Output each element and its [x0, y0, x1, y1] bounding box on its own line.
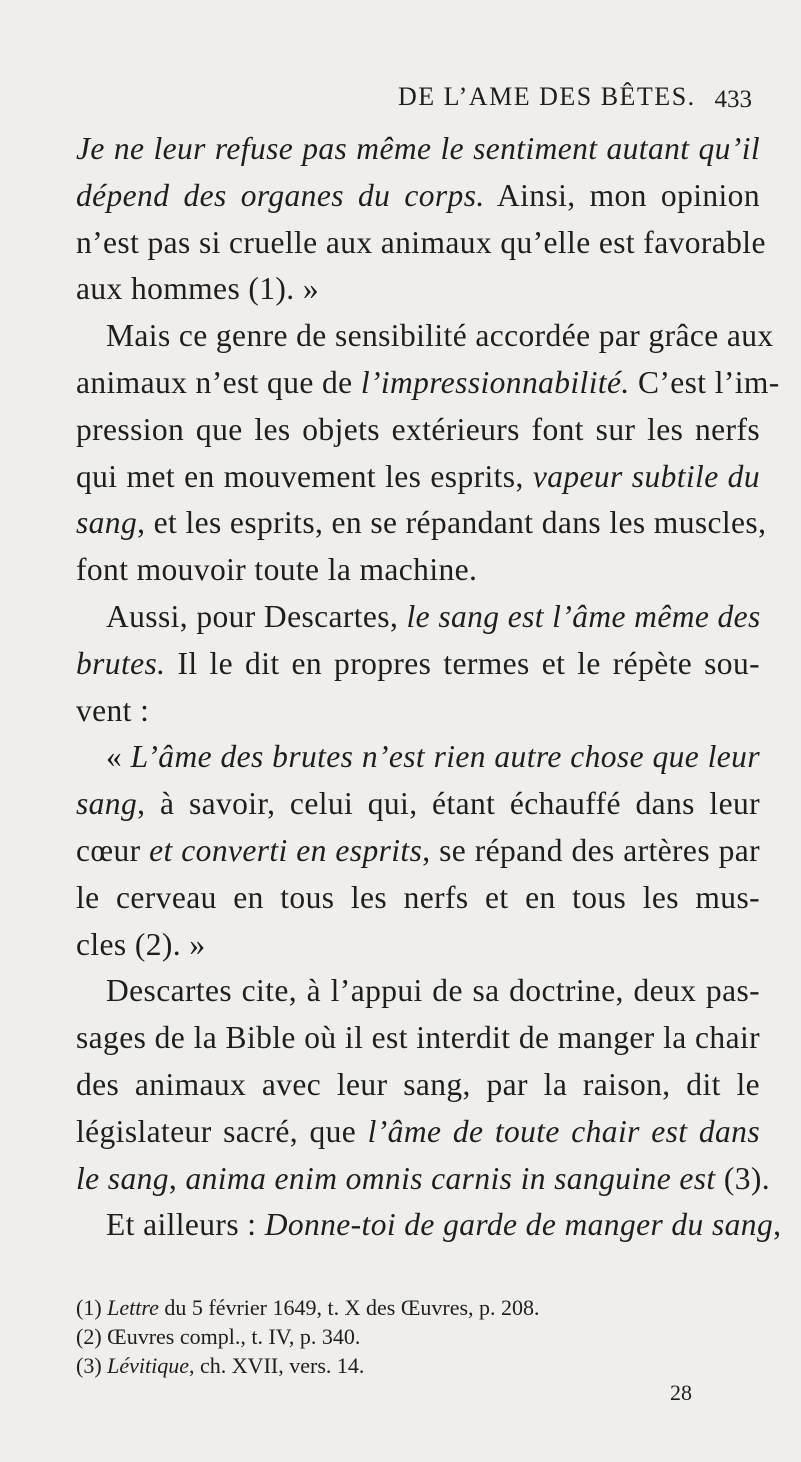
italic-text: sang — [76, 505, 138, 541]
text-segment: , et les esprits, en se répandant dans les muscles, — [137, 505, 767, 541]
text-segment: « — [106, 739, 131, 775]
text-segment: animaux n’est que de — [76, 364, 361, 400]
italic-text: L’âme des brutes n’est rien autre chose que leur — [130, 739, 760, 775]
signature-mark: 28 — [670, 1380, 692, 1405]
text-segment: (3) — [76, 1353, 108, 1378]
text-segment: Et ailleurs : — [106, 1207, 265, 1243]
text-segment: vent : — [76, 692, 150, 728]
italic-text: vapeur subtile du — [532, 458, 760, 494]
italic-text: brutes. — [76, 645, 166, 681]
text-line — [76, 500, 767, 547]
text-line — [76, 828, 760, 875]
text-line — [76, 173, 760, 220]
text-segment: C’est l’im- — [629, 364, 780, 400]
text-segment: Ainsi, mon opinion — [484, 177, 760, 213]
text-segment: cœur — [76, 832, 150, 868]
text-segment: pression que les objets extérieurs font sur les nerfs — [76, 411, 760, 447]
text-segment: , — [773, 1207, 782, 1243]
italic-text: le sang — [76, 1160, 169, 1196]
text-line — [76, 1062, 760, 1109]
text-segment: (3). — [715, 1160, 771, 1196]
text-line — [76, 547, 760, 594]
text-line — [76, 1202, 782, 1249]
text-segment: qui met en mouvement les esprits, — [76, 458, 533, 494]
text-line — [76, 407, 760, 454]
text-segment: des animaux avec leur sang, par la raison, dit le — [76, 1066, 760, 1102]
text-segment: , ch. XVII, vers. 14. — [189, 1353, 365, 1378]
text-line — [76, 875, 760, 922]
text-line — [76, 1156, 771, 1203]
text-segment: n’est pas si cruelle aux animaux qu’elle est favorable — [76, 224, 766, 260]
italic-text: Je ne leur refuse pas même le sentiment autant qu’il — [76, 131, 760, 166]
italic-text: sang — [76, 786, 138, 822]
text-segment: (1) — [76, 1295, 108, 1320]
body-text — [76, 126, 782, 1249]
text-segment: aux hommes (1). » — [76, 271, 320, 307]
text-segment: du 5 février 1649, t. X des Œuvres, p. 208. — [158, 1295, 540, 1320]
text-segment: le cerveau en tous les nerfs et en tous les mus- — [76, 879, 760, 915]
text-segment: , à savoir, celui qui, étant échauffé dans leur — [137, 786, 760, 822]
running-head: DE L’AME DES BÊTES. — [398, 82, 696, 111]
text-segment: législateur sacré, que — [76, 1113, 368, 1149]
text-line — [76, 641, 760, 688]
text-line — [76, 781, 760, 828]
page-number: 433 — [714, 86, 752, 113]
text-line — [76, 594, 760, 641]
text-line — [76, 220, 766, 267]
italic-text: Lévitique — [107, 1353, 190, 1378]
italic-text: dépend des organes du corps. — [76, 177, 485, 213]
text-line — [76, 734, 760, 781]
text-line — [76, 688, 760, 735]
italic-text: anima enim omnis carnis in sanguine est — [185, 1160, 716, 1196]
footnote — [76, 1351, 760, 1380]
text-line — [76, 126, 760, 173]
text-line — [76, 968, 760, 1015]
text-line — [76, 1109, 760, 1156]
italic-text: l’impressionnabilité. — [360, 364, 630, 400]
text-segment: , se répand des artères par — [422, 832, 760, 868]
italic-text: Lettre — [107, 1295, 159, 1320]
text-segment: , — [168, 1160, 186, 1196]
footnotes — [76, 1293, 760, 1380]
text-line — [76, 922, 760, 969]
italic-text: Donne-toi de garde de manger du sang — [264, 1207, 774, 1243]
text-line — [76, 454, 760, 501]
italic-text: l’âme de toute chair est dans — [367, 1113, 760, 1149]
italic-text: le sang est l’âme même des — [406, 598, 761, 634]
text-segment: Il le dit en propres termes et le répète sou- — [165, 645, 760, 681]
text-segment: Aussi, pour Descartes, — [106, 598, 407, 634]
italic-text: et converti en esprits — [149, 832, 423, 868]
text-segment: Mais ce genre de sensibilité accordée par grâce aux — [106, 318, 774, 354]
footnote — [76, 1322, 760, 1351]
text-line — [76, 1015, 760, 1062]
text-segment: cles (2). » — [76, 926, 206, 962]
text-line — [76, 266, 760, 313]
text-line — [76, 313, 774, 360]
text-line — [76, 360, 780, 407]
text-segment: Descartes cite, à l’appui de sa doctrine, deux pas- — [106, 973, 760, 1009]
text-segment: sages de la Bible où il est interdit de manger la chair — [76, 1020, 760, 1056]
text-segment: font mouvoir toute la machine. — [76, 552, 478, 588]
footnote — [76, 1293, 760, 1322]
text-segment: (2) Œuvres compl., t. IV, p. 340. — [76, 1324, 361, 1349]
page-header — [70, 82, 760, 118]
